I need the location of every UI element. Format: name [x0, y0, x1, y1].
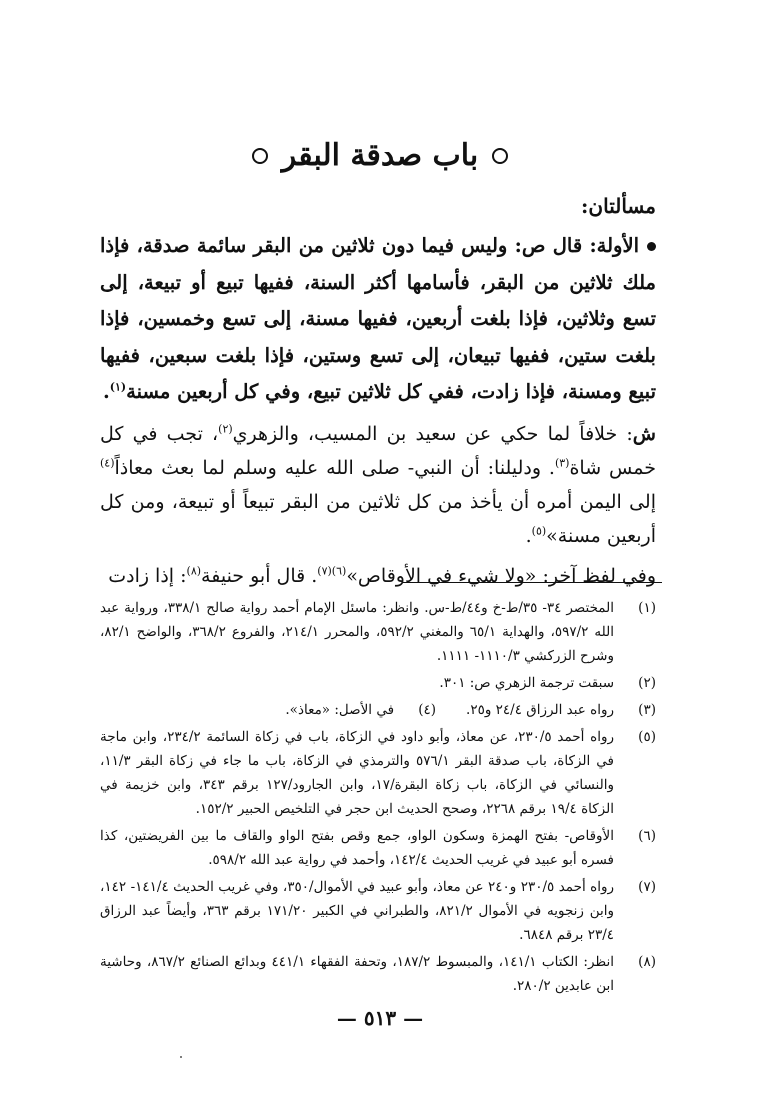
- footnote-text: انظر: الكتاب ١٤١/١، والمبسوط ١٨٧/٢، وتحفة الفقهاء ٤٤١/١ وبدائع الصنائع ٨٦٧/٢، وحاشية ابن عابدين ٢٨٠/٢.: [100, 954, 614, 994]
- commentary-lead: ش: [632, 422, 656, 445]
- footnote-number: (٢): [638, 675, 656, 691]
- footnote-text: في الأصل: «معاذ».: [285, 702, 395, 718]
- continuation-text: : إذا زادت: [108, 564, 187, 587]
- footnote-ref[interactable]: (٨): [186, 564, 202, 578]
- footnote-ref[interactable]: (٥): [531, 524, 547, 538]
- commentary-paragraph: [100, 417, 656, 553]
- chapter-title: باب صدقة البقر: [281, 138, 479, 173]
- footnote-number: (٥): [638, 729, 656, 745]
- continuation-text: . قال أبو حنيفة: [201, 564, 318, 587]
- footnote-item: [100, 596, 656, 668]
- footnote-item: [100, 950, 656, 998]
- circle-ornament-icon: [492, 148, 508, 164]
- circle-ornament-icon: [252, 148, 268, 164]
- footnote-ref[interactable]: (٤): [100, 456, 115, 470]
- footnote-item: [100, 671, 656, 695]
- footnote-number: (٧): [638, 879, 656, 895]
- footnote-text: رواه أحمد ٢٣٠/٥ و٢٤٠ عن معاذ، وأبو عبيد في الأموال/٣٥٠، وفي غريب الحديث ١٤١/٤- ١٤٢، وابن زنجويه في الأموال ٨٢١/٢، والطبراني في الكبير ١٧١/٢٠ برقم ٣٦٣، وأيضاً عبد الرزاق ٢٣/٤ برقم ٦٨٤٨.: [100, 879, 615, 943]
- footnote-text: الأوقاص- بفتح الهمزة وسكون الواو، جمع وقص بفتح الواو والقاف ما بين الفريضتين، كذا فسره أبو عبيد في غريب الحديث ١٤٢/٤، وأحمد في رواية عبد الله ٥٩٨/٢.: [100, 828, 614, 868]
- first-issue-paragraph: الأولة: قال ص: وليس فيما دون ثلاثين من البقر سائمة صدقة، فإذا ملك ثلاثين من البقر، فأسامها أكثر السنة، ففيها تبيع أو تبيعة، إلى تسع وثلاثين، فإذا بلغت أربعين، ففيها مسنة، إلى تسع وخمسين، فإذا بلغت ستين، ففيها تبيعان، إلى تسع وستين، فإذا بلغت سبعين، ففيها تبيع ومسنة، فإذا زادت، ففي كل ثلاثين تبيع، وفي كل أربعين مسنة$^{(١)}$.: [100, 234, 656, 403]
- first-issue-text: : قال ص: وليس فيما دون ثلاثين من البقر سائمة صدقة، فإذا ملك ثلاثين من البقر، فأسامها أكثر السنة، ففيها تبيع أو تبيعة، إلى تسع وثلاثين، فإذا بلغت أربعين، ففيها مسنة، إلى تسع وخمسين، فإذا بلغت ستين، ففيها تبيعان، إلى تسع وستين، فإذا بلغت سبعين، ففيها تبيع ومسنة، فإذا زادت، ففي كل ثلاثين تبيع، وفي كل أربعين مسنة: [100, 234, 656, 403]
- footnote-number: (٤): [418, 702, 437, 718]
- footnote-item: [285, 698, 436, 722]
- first-issue-lead: الأولة: [596, 234, 639, 257]
- bullet-icon: [647, 242, 656, 251]
- footnote-number: (٦): [638, 828, 656, 844]
- commentary-text: ، تجب في كل خمس شاة: [100, 422, 656, 479]
- continuation-paragraph: [100, 559, 656, 593]
- footnote-ref[interactable]: (٢): [218, 422, 233, 436]
- commentary-text: إلى اليمن أمره أن يأخذ من كل ثلاثين من البقر تبيعاً أو تبيعة، ومن كل أربعين مسنة»: [100, 490, 656, 547]
- footnote-row: [100, 698, 656, 722]
- footnotes: [100, 596, 656, 1001]
- footnote-text: سبقت ترجمة الزهري ص: ٣٠١.: [439, 675, 614, 691]
- issues-label: مسألتان:: [581, 194, 656, 218]
- footnote-text: رواه أحمد ٢٣٠/٥، عن معاذ، وأبو داود في الزكاة، باب في زكاة السائمة ٢٣٤/٢، وابن ماجة في الزكاة، باب صدقة البقر ٥٧٦/١ والترمذي في الزكاة، باب ما جاء في زكاة البقر ١١/٣، والنسائي في الزكاة، باب زكاة البقرة/١٧، وابن الجارود/١٢٧ برقم ٣٤٣، وابن خزيمة في الزكاة ١٩/٤ برقم ٢٢٦٨، وصحح الحديث ابن حجر في التلخيص الحبير ١٥٢/٢.: [100, 729, 615, 817]
- footnote-text: المختصر ٣٤- ٣٥/ط-خ و٤٤/ط-س. وانظر: ماسئل الإمام أحمد رواية صالح ٣٣٨/١، ورواية عبد الله ٥٩٧/٢، والهداية ٦٥/١ والمغني ٥٩٢/٢، والمحرر ٢١٤/١، والفروع ٣٦٨/٢، والواضح ٨٢/١، وشرح الزركشي ١١١٠/٣- ١١١١.: [100, 600, 614, 664]
- main-text: [100, 194, 656, 593]
- page-number: — ٥١٣ —: [336, 1006, 424, 1030]
- footnote-number: (٣): [638, 702, 656, 718]
- footnote-item: [100, 824, 656, 872]
- footnote-divider: [402, 582, 662, 583]
- commentary-text: : خلافاً لما حكي عن سعيد بن المسيب، والزهري: [232, 422, 633, 445]
- footnote-item: [100, 725, 656, 821]
- footnote-ref[interactable]: (١): [109, 380, 127, 394]
- footnote-ref[interactable]: (٦)(٧): [317, 564, 347, 578]
- footnote-ref[interactable]: (٣): [554, 456, 570, 470]
- footnote-number: (١): [638, 600, 656, 616]
- footnote-number: (٨): [638, 954, 656, 970]
- footnote-text: رواه عبد الرزاق ٢٤/٤ و٢٥.: [466, 702, 614, 718]
- scan-speck: [180, 1056, 182, 1058]
- commentary-text: .: [525, 524, 532, 547]
- footnote-item: [100, 875, 656, 947]
- continuation-text: وفي لفظ آخر: «ولا شيء في الأوقاص»: [346, 564, 656, 587]
- footnote-item: [466, 698, 656, 722]
- chapter-heading: [0, 138, 760, 173]
- commentary-text: . ودليلنا: أن النبي- صلى الله عليه وسلم لما بعث معاذاً: [114, 456, 555, 479]
